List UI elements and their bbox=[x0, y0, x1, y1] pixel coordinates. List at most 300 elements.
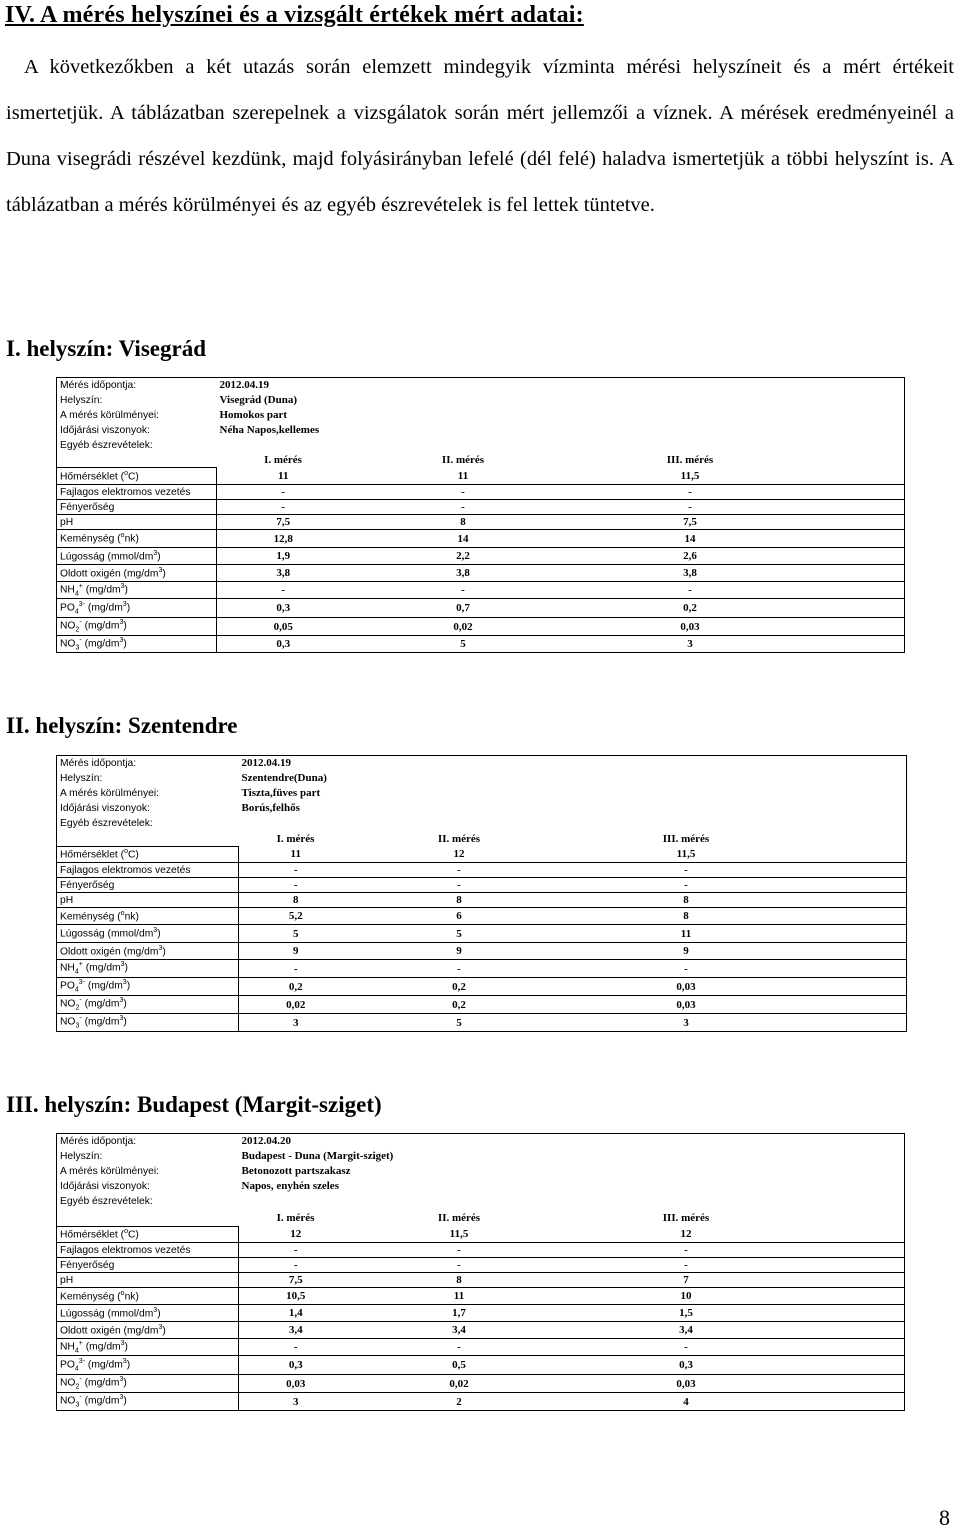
measurement-value: 5 bbox=[350, 636, 577, 653]
parameter-name: Fajlagos elektromos vezetés bbox=[60, 1244, 191, 1256]
parameter-unit-exponent: 3 bbox=[120, 1339, 125, 1347]
measurement-value: - bbox=[566, 1339, 807, 1356]
parameter-name: Fényerőség bbox=[60, 1259, 115, 1271]
parameter-superscript: o bbox=[120, 909, 125, 917]
measurement-value: 1,4 bbox=[239, 1305, 353, 1322]
parameter-row bbox=[57, 996, 907, 1014]
info-value: Budapest - Duna (Margit-sziget) bbox=[239, 1149, 905, 1164]
parameter-superscript: 3 bbox=[153, 549, 158, 557]
measurement-value: 11,5 bbox=[566, 847, 807, 863]
measurement-value: 11 bbox=[217, 468, 350, 485]
row-spacer bbox=[807, 960, 907, 978]
measurement-value: - bbox=[217, 485, 350, 500]
parameter-name: Keménység ( bbox=[60, 1291, 121, 1303]
parameter-row bbox=[57, 599, 905, 618]
parameter-name: Lúgosság (mmol/dm bbox=[60, 928, 154, 940]
row-spacer bbox=[804, 500, 905, 515]
info-label: A mérés körülményei: bbox=[57, 408, 217, 423]
measurement-value: 0,3 bbox=[239, 1356, 353, 1375]
measurement-value: 3,4 bbox=[239, 1322, 353, 1339]
info-value: 2012.04.20 bbox=[239, 1134, 905, 1149]
row-spacer bbox=[807, 1273, 905, 1288]
measurement-value: - bbox=[566, 960, 807, 978]
header-spacer bbox=[807, 1209, 905, 1227]
parameter-unit-exponent: 3 bbox=[119, 1394, 124, 1402]
measurement-value: - bbox=[577, 485, 804, 500]
measurement-value: 0,05 bbox=[217, 618, 350, 636]
measurement-value: 8 bbox=[350, 515, 577, 530]
parameter-label bbox=[57, 943, 239, 960]
info-label: A mérés körülményei: bbox=[57, 1164, 239, 1179]
measurement-value: 12 bbox=[239, 1227, 353, 1243]
info-row bbox=[57, 801, 907, 816]
parameter-row bbox=[57, 530, 905, 548]
row-spacer bbox=[807, 1393, 905, 1411]
measurement-header-row bbox=[57, 831, 907, 847]
measurement-value: 12,8 bbox=[217, 530, 350, 548]
row-spacer bbox=[804, 548, 905, 565]
parameter-row bbox=[57, 960, 907, 978]
parameter-name: pH bbox=[60, 894, 74, 906]
row-spacer bbox=[807, 863, 907, 878]
measurement-value: 5 bbox=[353, 1014, 566, 1032]
parameter-name: NO bbox=[60, 998, 76, 1010]
row-spacer bbox=[804, 565, 905, 582]
measurement-value: 1,9 bbox=[217, 548, 350, 565]
measurement-value: 0,02 bbox=[353, 1375, 566, 1393]
measurement-value: 0,3 bbox=[217, 636, 350, 653]
row-spacer bbox=[807, 996, 907, 1014]
parameter-name: PO bbox=[60, 1359, 75, 1371]
row-spacer bbox=[804, 618, 905, 636]
measurement-value: - bbox=[566, 1243, 807, 1258]
info-row bbox=[57, 393, 905, 408]
measurement-table-szentendre bbox=[56, 755, 907, 1032]
parameter-name: PO bbox=[60, 602, 75, 614]
measurement-header: I. mérés bbox=[276, 1211, 315, 1224]
measurement-header: III. mérés bbox=[662, 1211, 710, 1224]
parameter-name: Fajlagos elektromos vezetés bbox=[60, 486, 191, 498]
parameter-subscript: 3 bbox=[75, 1022, 80, 1030]
parameter-label bbox=[57, 996, 239, 1014]
measurement-value: 12 bbox=[566, 1227, 807, 1243]
row-spacer bbox=[804, 485, 905, 500]
measurement-value: 4 bbox=[566, 1393, 807, 1411]
parameter-label bbox=[57, 548, 217, 565]
parameter-row bbox=[57, 548, 905, 565]
parameter-label bbox=[57, 1356, 239, 1375]
parameter-name: NO bbox=[60, 1016, 76, 1028]
measurement-header: III. mérés bbox=[666, 454, 714, 466]
measurement-value: 0,03 bbox=[566, 1375, 807, 1393]
measurement-value: 0,3 bbox=[566, 1356, 807, 1375]
parameter-unit-close: ) bbox=[123, 1377, 127, 1389]
parameter-unit: C) bbox=[128, 471, 139, 483]
measurement-table-budapest bbox=[56, 1133, 905, 1411]
info-label: Egyéb észrevételek: bbox=[57, 1194, 239, 1209]
measurement-value: 14 bbox=[577, 530, 804, 548]
parameter-row bbox=[57, 1375, 905, 1393]
measurement-value: 0,03 bbox=[566, 978, 807, 996]
info-value: Visegrád (Duna) bbox=[217, 393, 905, 408]
measurement-value: 0,7 bbox=[350, 599, 577, 618]
measurement-value: 11 bbox=[239, 847, 353, 863]
parameter-unit-close: ) bbox=[124, 962, 128, 974]
parameter-unit: nk) bbox=[124, 1291, 139, 1303]
parameter-label bbox=[57, 925, 239, 943]
row-spacer bbox=[807, 878, 907, 893]
measurement-value: 3,4 bbox=[566, 1322, 807, 1339]
header-spacer bbox=[804, 453, 905, 468]
measurement-value: - bbox=[566, 863, 807, 878]
measurement-value: 8 bbox=[353, 1273, 566, 1288]
measurement-value: - bbox=[350, 582, 577, 599]
row-spacer bbox=[807, 1288, 905, 1305]
parameter-label bbox=[57, 1243, 239, 1258]
parameter-name: Lúgosság (mmol/dm bbox=[60, 1308, 154, 1320]
parameter-row bbox=[57, 1014, 907, 1032]
parameter-row bbox=[57, 1258, 905, 1273]
measurement-value: 9 bbox=[353, 943, 566, 960]
measurement-value: 3,4 bbox=[353, 1322, 566, 1339]
measurement-value: 2,6 bbox=[577, 548, 804, 565]
info-value bbox=[239, 1194, 905, 1209]
measurement-header: I. mérés bbox=[276, 832, 315, 845]
parameter-label bbox=[57, 960, 239, 978]
measurement-value: 0,03 bbox=[239, 1375, 353, 1393]
parameter-unit-exponent: 3 bbox=[119, 636, 124, 644]
parameter-superscript: 3 bbox=[158, 944, 163, 952]
parameter-unit-close: ) bbox=[123, 1395, 127, 1407]
measurement-value: 3 bbox=[566, 1014, 807, 1032]
parameter-subscript: 4 bbox=[74, 1347, 79, 1355]
parameter-unit-exponent: 3 bbox=[119, 1015, 124, 1023]
parameter-name: Keménység ( bbox=[60, 533, 121, 545]
parameter-unit: (mg/dm bbox=[81, 1395, 120, 1407]
parameter-label bbox=[57, 878, 239, 893]
info-row bbox=[57, 756, 907, 771]
parameter-unit: (mg/dm bbox=[85, 1359, 123, 1371]
parameter-unit: ) bbox=[157, 1308, 161, 1320]
parameter-label bbox=[57, 1288, 239, 1305]
parameter-label bbox=[57, 485, 217, 500]
parameter-row bbox=[57, 1339, 905, 1356]
parameter-label bbox=[57, 618, 217, 636]
info-row bbox=[57, 771, 907, 786]
measurement-value: 0,2 bbox=[353, 978, 566, 996]
measurement-value: - bbox=[353, 863, 566, 878]
page-heading: IV. A mérés helyszínei és a vizsgált értékek mért adatai: bbox=[5, 2, 584, 28]
info-row bbox=[57, 408, 905, 423]
measurement-value: 11,5 bbox=[577, 468, 804, 485]
parameter-subscript: 2 bbox=[75, 1004, 80, 1012]
measurement-value: - bbox=[217, 500, 350, 515]
parameter-name: pH bbox=[60, 1274, 74, 1286]
info-row bbox=[57, 1149, 905, 1164]
measurement-value: - bbox=[217, 582, 350, 599]
info-value: Betonozott partszakasz bbox=[239, 1164, 905, 1179]
measurement-value: 8 bbox=[566, 908, 807, 925]
parameter-superscript: - bbox=[79, 1376, 82, 1384]
parameter-unit-exponent: 3 bbox=[120, 961, 125, 969]
parameter-row bbox=[57, 893, 907, 908]
row-spacer bbox=[807, 893, 907, 908]
measurement-value: 10,5 bbox=[239, 1288, 353, 1305]
measurement-value: - bbox=[239, 878, 353, 893]
parameter-name: Fényerőség bbox=[60, 501, 115, 513]
parameter-unit: ) bbox=[157, 551, 161, 563]
parameter-superscript: o bbox=[120, 1289, 125, 1297]
parameter-name: Hőmérséklet ( bbox=[60, 471, 125, 483]
row-spacer bbox=[807, 908, 907, 925]
parameter-unit: (mg/dm bbox=[81, 998, 120, 1010]
parameter-label bbox=[57, 1273, 239, 1288]
parameter-label bbox=[57, 1305, 239, 1322]
row-spacer bbox=[804, 599, 905, 618]
parameter-row bbox=[57, 847, 907, 863]
parameter-unit: C) bbox=[128, 1229, 139, 1241]
parameter-subscript: 3 bbox=[75, 644, 80, 652]
info-label: Egyéb észrevételek: bbox=[57, 438, 217, 453]
measurement-value: - bbox=[239, 863, 353, 878]
info-row bbox=[57, 423, 905, 438]
row-spacer bbox=[804, 530, 905, 548]
parameter-superscript: o bbox=[124, 469, 128, 477]
parameter-subscript: 4 bbox=[74, 590, 79, 598]
measurement-value: 11 bbox=[566, 925, 807, 943]
parameter-label bbox=[57, 515, 217, 530]
row-spacer bbox=[807, 1258, 905, 1273]
row-spacer bbox=[807, 1375, 905, 1393]
measurement-value: 0,03 bbox=[577, 618, 804, 636]
row-spacer bbox=[807, 925, 907, 943]
parameter-row bbox=[57, 978, 907, 996]
parameter-name: Keménység ( bbox=[60, 911, 121, 923]
parameter-unit: ) bbox=[162, 1325, 166, 1337]
parameter-superscript: - bbox=[79, 1015, 82, 1023]
parameter-subscript: 3 bbox=[75, 1401, 80, 1409]
measurement-header-row bbox=[57, 453, 905, 468]
parameter-superscript: + bbox=[78, 1339, 83, 1347]
measurement-value: 6 bbox=[353, 908, 566, 925]
parameter-unit-exponent: 3 bbox=[122, 600, 127, 608]
parameter-superscript: - bbox=[79, 636, 82, 644]
parameter-name: Hőmérséklet ( bbox=[60, 1229, 125, 1241]
measurement-header: II. mérés bbox=[437, 832, 481, 845]
info-row bbox=[57, 1164, 905, 1179]
intro-paragraph: A következőkben a két utazás során elemzett mindegyik vízminta mérési helyszíneit és a mért értékeit ismertetjük. A táblázatban szerepelnek a vizsgálatok során mért jellemzői a víznek. A mérések eredményeinél a Duna visegrádi részével kezdünk, majd folyásirányban lefelé (dél felé) haladva ismertetjük a többi helyszínt is. A táblázatban a mérés körülményei és az egyéb észrevételek is fel lettek tüntetve. bbox=[6, 56, 954, 216]
measurement-header: III. mérés bbox=[662, 832, 710, 845]
info-label: Helyszín: bbox=[57, 393, 217, 408]
parameter-label bbox=[57, 1375, 239, 1393]
measurement-value: - bbox=[353, 1243, 566, 1258]
parameter-label bbox=[57, 893, 239, 908]
measurement-value: - bbox=[353, 878, 566, 893]
parameter-label bbox=[57, 1393, 239, 1411]
parameter-superscript: 3- bbox=[78, 600, 86, 608]
parameter-name: NH bbox=[60, 1341, 75, 1353]
parameter-label bbox=[57, 582, 217, 599]
parameter-row bbox=[57, 1305, 905, 1322]
header-spacer bbox=[57, 1209, 239, 1227]
measurement-value: 9 bbox=[566, 943, 807, 960]
parameter-superscript: 3- bbox=[78, 1357, 86, 1365]
measurement-header: II. mérés bbox=[437, 1211, 481, 1224]
measurement-value: - bbox=[566, 1258, 807, 1273]
parameter-label bbox=[57, 1014, 239, 1032]
info-row bbox=[57, 438, 905, 453]
info-label: Mérés időpontja: bbox=[57, 756, 239, 771]
parameter-unit: ) bbox=[162, 946, 166, 958]
parameter-name: NH bbox=[60, 962, 75, 974]
parameter-name: Fényerőség bbox=[60, 879, 115, 891]
measurement-value: 3,8 bbox=[350, 565, 577, 582]
parameter-row bbox=[57, 468, 905, 485]
measurement-value: 3 bbox=[239, 1393, 353, 1411]
measurement-value: - bbox=[566, 878, 807, 893]
parameter-name: Fajlagos elektromos vezetés bbox=[60, 864, 191, 876]
parameter-label bbox=[57, 1322, 239, 1339]
measurement-header: II. mérés bbox=[441, 454, 485, 466]
measurement-value: 5 bbox=[353, 925, 566, 943]
measurement-value: 0,2 bbox=[239, 978, 353, 996]
parameter-row bbox=[57, 565, 905, 582]
parameter-row bbox=[57, 1273, 905, 1288]
measurement-value: 8 bbox=[353, 893, 566, 908]
measurement-value: 8 bbox=[566, 893, 807, 908]
parameter-subscript: 4 bbox=[74, 608, 79, 616]
parameter-row bbox=[57, 908, 907, 925]
parameter-unit: (mg/dm bbox=[82, 962, 121, 974]
parameter-row bbox=[57, 636, 905, 653]
info-value bbox=[239, 816, 907, 831]
measurement-value: - bbox=[353, 960, 566, 978]
parameter-row bbox=[57, 582, 905, 599]
parameter-subscript: 4 bbox=[74, 968, 79, 976]
info-value: 2012.04.19 bbox=[217, 378, 905, 393]
info-value: Napos, enyhén szeles bbox=[239, 1179, 905, 1194]
parameter-superscript: 3- bbox=[78, 979, 86, 987]
measurement-value: 9 bbox=[239, 943, 353, 960]
header-spacer bbox=[807, 831, 907, 847]
row-spacer bbox=[804, 582, 905, 599]
measurement-value: 0,2 bbox=[353, 996, 566, 1014]
info-label: Időjárási viszonyok: bbox=[57, 1179, 239, 1194]
parameter-superscript: 3 bbox=[153, 927, 158, 935]
info-row bbox=[57, 1194, 905, 1209]
parameter-unit-close: ) bbox=[124, 1341, 128, 1353]
parameter-label bbox=[57, 863, 239, 878]
parameter-unit: nk) bbox=[124, 533, 139, 545]
measurement-value: 5 bbox=[239, 925, 353, 943]
parameter-label bbox=[57, 530, 217, 548]
info-label: Mérés időpontja: bbox=[57, 1134, 239, 1149]
row-spacer bbox=[807, 943, 907, 960]
parameter-unit-close: ) bbox=[126, 980, 131, 992]
row-spacer bbox=[807, 847, 907, 863]
row-spacer bbox=[804, 468, 905, 485]
parameter-unit: ) bbox=[157, 928, 161, 940]
parameter-name: NO bbox=[60, 1377, 76, 1389]
page-number: 8 bbox=[939, 1505, 950, 1530]
parameter-name: Lúgosság (mmol/dm bbox=[60, 551, 154, 563]
row-spacer bbox=[807, 1305, 905, 1322]
parameter-unit: (mg/dm bbox=[81, 1377, 120, 1389]
parameter-row bbox=[57, 943, 907, 960]
info-row bbox=[57, 1134, 905, 1149]
parameter-unit: (mg/dm bbox=[82, 1341, 121, 1353]
info-label: Mérés időpontja: bbox=[57, 378, 217, 393]
measurement-table-visegrad bbox=[56, 377, 905, 653]
parameter-unit: (mg/dm bbox=[81, 638, 120, 650]
measurement-value: 2 bbox=[353, 1393, 566, 1411]
parameter-label bbox=[57, 1339, 239, 1356]
parameter-unit: C) bbox=[128, 849, 139, 861]
parameter-unit: (mg/dm bbox=[85, 980, 123, 992]
measurement-value: 5,2 bbox=[239, 908, 353, 925]
measurement-value: - bbox=[350, 485, 577, 500]
parameter-name: pH bbox=[60, 516, 74, 528]
parameter-superscript: o bbox=[124, 848, 128, 856]
info-value: Homokos part bbox=[217, 408, 905, 423]
parameter-name: Oldott oxigén (mg/dm bbox=[60, 946, 159, 958]
parameter-superscript: + bbox=[78, 961, 83, 969]
measurement-value: 3,8 bbox=[577, 565, 804, 582]
parameter-unit-close: ) bbox=[123, 638, 127, 650]
info-value: 2012.04.19 bbox=[239, 756, 907, 771]
row-spacer bbox=[807, 1014, 907, 1032]
parameter-unit-exponent: 3 bbox=[122, 979, 127, 987]
info-row bbox=[57, 816, 907, 831]
parameter-unit: (mg/dm bbox=[81, 620, 120, 632]
measurement-value: - bbox=[577, 500, 804, 515]
measurement-value: 0,2 bbox=[577, 599, 804, 618]
measurement-value: 0,02 bbox=[239, 996, 353, 1014]
measurement-value: 7,5 bbox=[577, 515, 804, 530]
parameter-unit-exponent: 3 bbox=[119, 997, 124, 1005]
parameter-row bbox=[57, 1227, 905, 1243]
measurement-value: - bbox=[350, 500, 577, 515]
row-spacer bbox=[807, 1356, 905, 1375]
parameter-row bbox=[57, 1243, 905, 1258]
parameter-label bbox=[57, 908, 239, 925]
measurement-value: 1,5 bbox=[566, 1305, 807, 1322]
info-row bbox=[57, 786, 907, 801]
parameter-unit: nk) bbox=[124, 911, 139, 923]
parameter-superscript: - bbox=[79, 619, 82, 627]
parameter-label bbox=[57, 565, 217, 582]
parameter-unit-exponent: 3 bbox=[122, 1357, 127, 1365]
parameter-unit: (mg/dm bbox=[81, 1016, 120, 1028]
parameter-unit-close: ) bbox=[123, 1016, 127, 1028]
parameter-row bbox=[57, 925, 907, 943]
parameter-name: Oldott oxigén (mg/dm bbox=[60, 1325, 159, 1337]
measurement-value: 1,7 bbox=[353, 1305, 566, 1322]
parameter-label bbox=[57, 978, 239, 996]
parameter-superscript: o bbox=[120, 532, 125, 540]
row-spacer bbox=[807, 1339, 905, 1356]
info-value: Tiszta,füves part bbox=[239, 786, 907, 801]
location-heading-2: II. helyszín: Szentendre bbox=[6, 713, 238, 738]
measurement-value: 0,3 bbox=[217, 599, 350, 618]
header-spacer bbox=[57, 453, 217, 468]
header-spacer bbox=[57, 831, 239, 847]
measurement-value: 14 bbox=[350, 530, 577, 548]
info-value: Borús,felhős bbox=[239, 801, 907, 816]
row-spacer bbox=[807, 978, 907, 996]
measurement-value: 7 bbox=[566, 1273, 807, 1288]
measurement-value: 11,5 bbox=[353, 1227, 566, 1243]
